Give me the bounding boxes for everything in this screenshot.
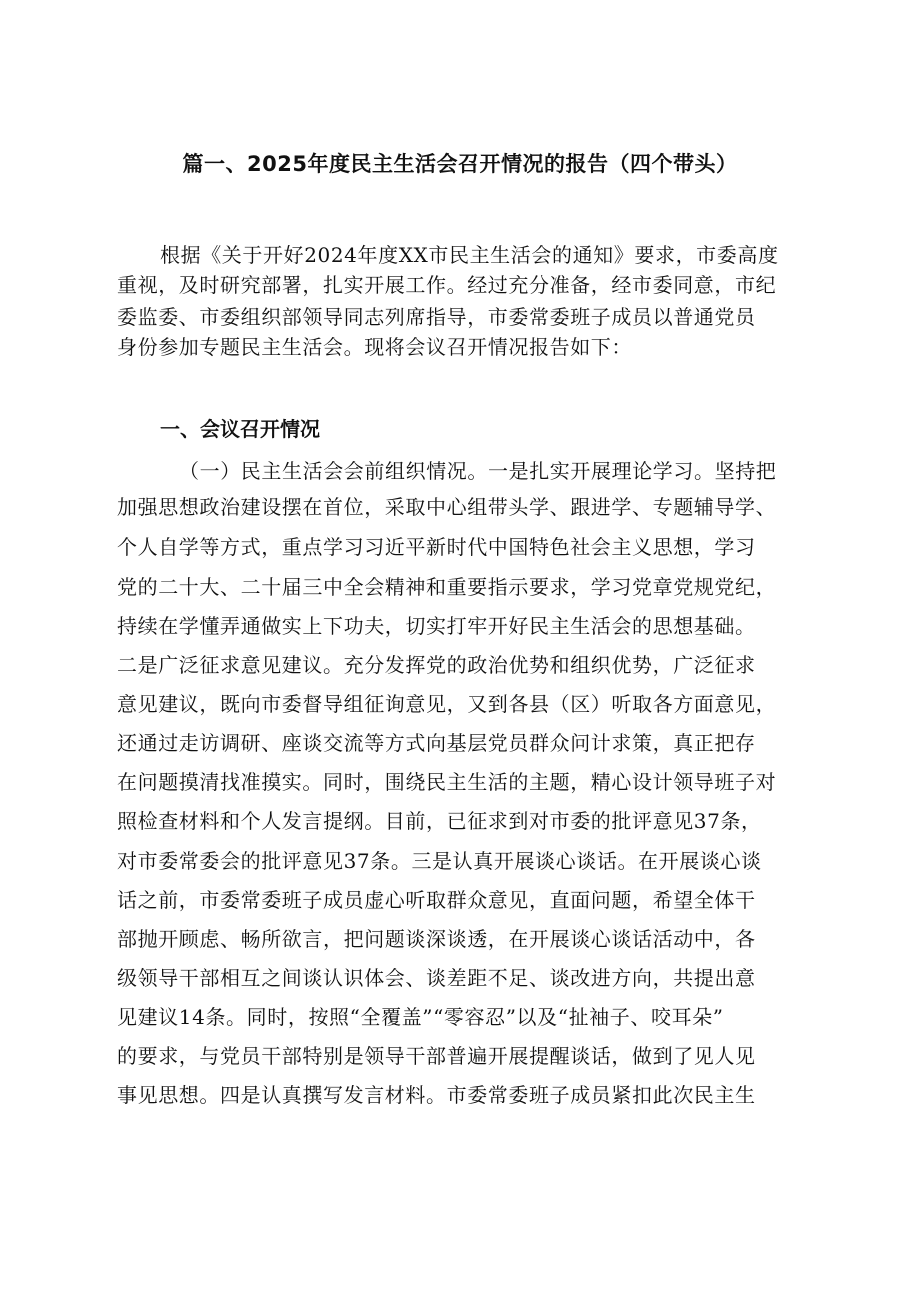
- section-line: 事见思想。四是认真撰写发言材料。市委常委班子成员紧扣此次民主生: [117, 1083, 756, 1107]
- section-line: 话之前，市委常委班子成员虚心听取群众意见，直面问题，希望全体干: [117, 888, 756, 912]
- section-line: 二是广泛征求意见建议。充分发挥党的政治优势和组织优势，广泛征求: [117, 653, 756, 677]
- section-line: 对市委常委会的批评意见37条。三是认真开展谈心谈话。在开展谈心谈: [117, 849, 762, 873]
- section-line: 部抛开顾虑、畅所欲言，把问题谈深谈透，在开展谈心谈话活动中，各: [117, 927, 756, 951]
- section-line: 意见建议，既向市委督导组征询意见，又到各县（区）听取各方面意见，: [117, 692, 777, 716]
- section-paragraph: [117, 456, 837, 1196]
- intro-paragraph: [117, 240, 837, 362]
- section-line: 见建议14条。同时，按照“全覆盖”“零容忍”以及“扯袖子、咬耳朵”: [117, 1005, 724, 1029]
- document-title: 篇一、2025年度民主生活会召开情况的报告（四个带头）: [182, 152, 738, 176]
- section-heading: 一、会议召开情况: [160, 417, 320, 441]
- section-line: 持续在学懂弄通做实上下功夫，切实打牢开好民主生活会的思想基础。: [117, 614, 756, 638]
- section-line: 加强思想政治建设摆在首位，采取中心组带头学、跟进学、专题辅导学、: [117, 495, 777, 519]
- intro-line: 根据《关于开好2024年度XX市民主生活会的通知》要求，市委高度: [160, 243, 779, 267]
- section-line: 在问题摸清找准摸实。同时，围绕民主生活的主题，精心设计领导班子对: [117, 770, 777, 794]
- section-line: 的要求，与党员干部特别是领导干部普遍开展提醒谈话，做到了见人见: [117, 1044, 756, 1068]
- section-line: 级领导干部相互之间谈认识体会、谈差距不足、谈改进方向，共提出意: [117, 966, 756, 990]
- section-line: 党的二十大、二十届三中全会精神和重要指示要求，学习党章党规党纪，: [117, 575, 777, 599]
- intro-line: 身份参加专题民主生活会。现将会议召开情况报告如下：: [117, 335, 632, 359]
- section-line: 还通过走访调研、座谈交流等方式向基层党员群众问计求策，真正把存: [117, 731, 756, 755]
- intro-line: 委监委、市委组织部领导同志列席指导，市委常委班子成员以普通党员: [117, 305, 756, 329]
- intro-line: 重视，及时研究部署，扎实开展工作。经过充分准备，经市委同意，市纪: [117, 273, 777, 297]
- section-line: 个人自学等方式，重点学习习近平新时代中国特色社会主义思想，学习: [117, 535, 756, 559]
- section-line: （一）民主生活会会前组织情况。一是扎实开展理论学习。坚持把: [179, 459, 777, 483]
- section-line: 照检查材料和个人发言提纲。目前，已征求到对市委的批评意见37条，: [117, 809, 762, 833]
